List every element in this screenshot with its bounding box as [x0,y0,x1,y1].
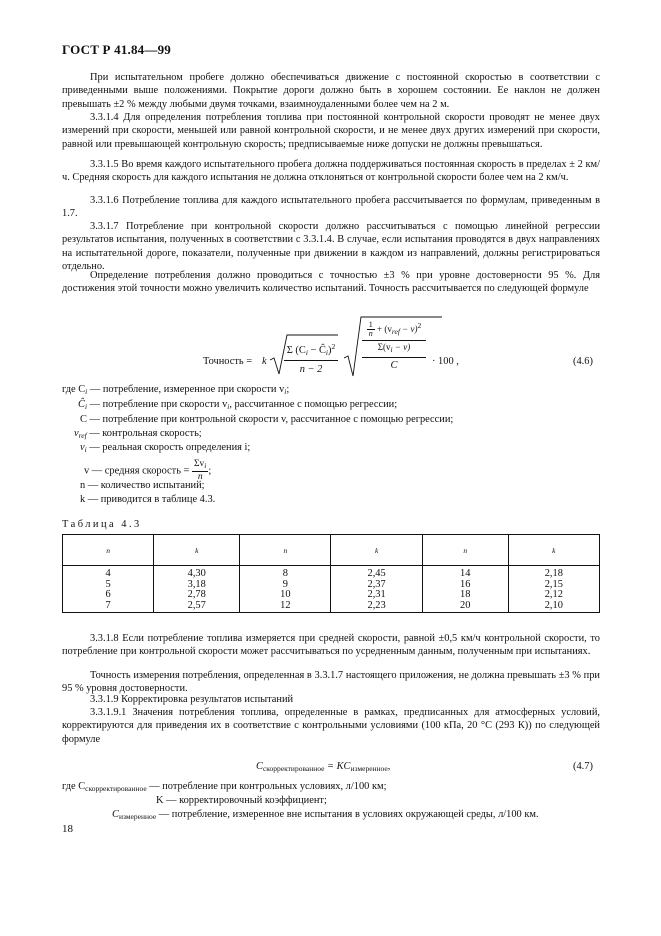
table-cell: 5 [63,580,154,591]
header-cell: n [422,535,508,566]
paragraph-3-3-1-9: 3.3.1.9 Корректировка результатов испытаний [90,694,294,705]
formula-tail: · 100 , [432,356,459,367]
table-cell: 14 [422,566,508,580]
table-cell: 9 [240,580,331,591]
formula-lhs: Точность = [203,356,253,367]
legend-k: k — приводится в таблице 4.3. [80,494,216,505]
paragraph-3-3-1-4: 3.3.1.4 Для определения потребления топлива при постоянной контрольной скорости проводят не менее двух измерений при скорости, меньшей или равной контрольной скорости, и не менее двух других измерений при скорости, равной или превышающей контрольную скорость; предписываемые ниже допуски не должны превышаться. [62,112,600,150]
table-row [63,590,600,601]
table-caption: Таблица 4.3 [62,519,142,530]
table-cell: 2,15 [508,580,599,591]
table-cell: 20 [422,601,508,613]
header-cell: k [154,535,240,566]
table-cell: 10 [240,590,331,601]
table-cell: 2,23 [331,601,422,613]
paragraph-3-3-1-9-1: 3.3.1.9.1 Значения потребления топлива, определенные в рамках, предписанных для атмосферных условий, корректируются для приведения их в соответствие с контрольными условиями (100 кПа, 20 °С (293 К)) по следующей формуле [62,707,600,745]
legend-ci: где $C_i$ — потребление, измеренное при скорости $v_i$; [62,384,290,396]
paragraph-3-3-1-5: 3.3.1.5 Во время каждого испытательного пробега должна поддерживаться постоянная скорость в пределах ± 2 км/ч. Средняя скорость для каждого испытания не должна отклоняться от контрольной скорости более чем на 2 км/ч. [62,159,600,184]
page-number: 18 [62,823,73,835]
paragraph-3-3-1-8: 3.3.1.8 Если потребление топлива измеряется при средней скорости, равной ±0,5 км/ч контрольной скорости, то потребление при контрольной скорости может рассчитываться по усредненным данным, полученным при испытаниях. [62,633,600,658]
table-cell: 2,18 [508,566,599,580]
table-cell: 4,30 [154,566,240,580]
paragraph-test-run: При испытательном пробеге должно обеспечиваться движение с постоянной скоростью в соответствии с приведенными выше положениями. Покрытие дороги должно быть в хорошем состоянии. Ее наклон не должен превышать ±2 % между любыми двумя точками, взаимноудаленными более чем на 2 м. [62,72,600,110]
legend-c-measured: $C_{измеренное}$ — потребление, измеренное вне испытания в условиях окружающей среды, л/100 км. [112,809,539,821]
legend-k-coefficient: K — корректировочный коэффициент; [156,795,327,806]
table-cell: 2,12 [508,590,599,601]
table-cell: 2,10 [508,601,599,613]
header-cell: k [508,535,599,566]
table-cell: 2,57 [154,601,240,613]
table-cell: 2,78 [154,590,240,601]
formula-number-4-7: (4.7) [573,761,593,772]
table-cell: 4 [63,566,154,580]
paragraph-precision: Точность измерения потребления, определенная в 3.3.1.7 настоящего приложения, не должна превышать ±3 % при 95 % уровня достоверности. [62,670,600,695]
table-cell: 18 [422,590,508,601]
header-cell: n [63,535,154,566]
legend-c-corrected: где $C_{скорректированное}$ — потребление при контрольных условиях, л/100 км; [62,781,387,793]
formula-number-4-6: (4.6) [573,356,593,367]
table-cell: 3,18 [154,580,240,591]
paragraph-accuracy: Определение потребления должно проводиться с точностью ±3 % при уровне достоверности 95 %. Для достижения этой точности можно увеличить количество испытаний. Точность рассчитывается по следующей формуле [62,270,600,295]
table-cell: 16 [422,580,508,591]
legend-c: C — потребление при контрольной скорости v, рассчитанное с помощью регрессии; [80,414,454,425]
table-row [63,580,600,591]
paragraph-3-3-1-6: 3.3.1.6 Потребление топлива для каждого испытательного пробега рассчитывается по формулам, приведенным в 1.7. [62,195,600,220]
running-header: ГОСТ Р 41.84—99 [62,42,171,57]
radical-1-fraction: Σ ($C_i$ − $Ĉ_i)^2$ n − 2 [284,340,338,376]
table-cell: 6 [63,590,154,601]
table-cell: 12 [240,601,331,613]
legend-vref: $v_{ref}$ — контрольная скорость; [74,428,202,440]
formula-k: k [262,356,267,367]
paragraph-3-3-1-7: 3.3.1.7 Потребление при контрольной скорости должно рассчитываться с помощью линейной регрессии результатов испытания, полученных в соответствии с 3.3.1.4. В случае, если испытания проводятся в двух направлениях на испытательной дороге, показатели, полученные при движении в каждом из направлений, должны регистрироваться отдельно. [62,221,600,273]
table-4-3 [62,534,600,613]
table-cell: 8 [240,566,331,580]
legend-v-mean: v — средняя скорость = $\frac{\Sigma v_i}{n}$ ; [84,459,212,482]
formula-4-7: $C_{скорректированное} = KC_{измеренное}$, [256,761,391,773]
table-row [63,566,600,580]
table-cell: 2,45 [331,566,422,580]
table-cell: 2,31 [331,590,422,601]
radical-2-fraction: $\frac{1}{n}$ + $(v_{ref} - v)^2$ $\Sigma(v_i - v)$ C [362,321,426,372]
header-cell: n [240,535,331,566]
legend-n: n — количество испытаний; [80,480,205,491]
table-header-row [63,535,600,566]
table-cell: 2,37 [331,580,422,591]
legend-ci-hat: $Ĉ_i$ — потребление при скорости $v_i$, рассчитанное с помощью регрессии; [78,399,398,411]
header-cell: k [331,535,422,566]
table-cell: 7 [63,601,154,613]
table-row [63,601,600,613]
legend-vi: $v_i$ — реальная скорость определения i; [80,442,251,454]
